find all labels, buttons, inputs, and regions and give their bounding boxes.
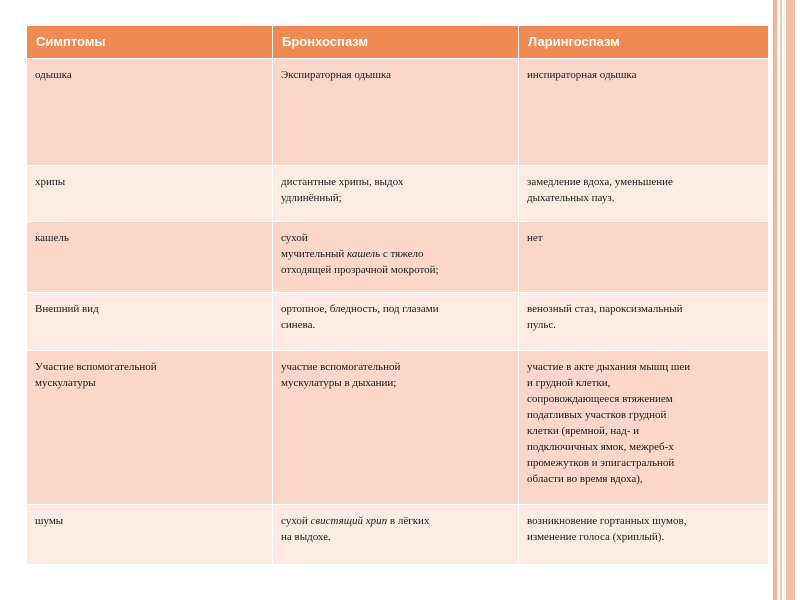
cell-line: на выдохе. (281, 531, 331, 543)
laryngospasm-cell: нет (519, 222, 769, 293)
cell-line: замедление вдоха, уменьшение (527, 176, 673, 188)
symptom-cell: кашель (27, 222, 273, 293)
symptom-cell (27, 351, 273, 505)
cell-line: пульс. (527, 319, 557, 331)
cell-line: сопровождающееся втяжением (527, 393, 673, 405)
decorative-stripe (780, 0, 782, 600)
cell-line: области во время вдоха), (527, 473, 643, 485)
table-row (27, 59, 769, 166)
symptom-cell: хрипы (27, 166, 273, 222)
cell-line: клетки (яремной, над- и (527, 425, 640, 437)
bronchospasm-cell (273, 505, 519, 565)
cell-line: дыхательных пауз. (527, 192, 615, 204)
cell-line: податливых участков грудной (527, 409, 667, 421)
italic-text: кашель (347, 248, 381, 260)
italic-text: свистящий хрип (310, 515, 388, 527)
laryngospasm-cell: инспираторная одышка (519, 59, 769, 166)
cell-line: мускулатуры в дыхании; (281, 377, 397, 389)
laryngospasm-cell (519, 166, 769, 222)
table-row (27, 293, 769, 351)
table-row (27, 351, 769, 505)
cell-line: ортопное, бледность, под глазами (281, 303, 439, 315)
text-segment: с тяжело (380, 248, 424, 260)
cell-line: возникновение гортанных шумов, (527, 515, 687, 527)
cell-line: мускулатуры (35, 377, 96, 389)
table-row (27, 222, 769, 293)
cell-line: Участие вспомогательной (35, 361, 157, 373)
cell-line: участие вспомогательной (281, 361, 401, 373)
laryngospasm-cell (519, 293, 769, 351)
symptom-cell: шумы (27, 505, 273, 565)
decorative-stripe (786, 0, 795, 600)
bronchospasm-cell (273, 166, 519, 222)
laryngospasm-cell (519, 505, 769, 565)
text-segment: в лёгких (387, 515, 430, 527)
laryngospasm-cell (519, 351, 769, 505)
header-symptoms: Симптомы (27, 26, 273, 59)
cell-line: венозный стаз, пароксизмальный (527, 303, 683, 315)
cell-line: дистантные хрипы, выдох (281, 176, 404, 188)
cell-line: промежутков и эпигастральной (527, 457, 675, 469)
cell-line: удлинённый; (281, 192, 342, 204)
text-segment: сухой (281, 515, 311, 527)
table-row (27, 166, 769, 222)
header-row (27, 26, 769, 59)
cell-line: и грудной клетки, (527, 377, 611, 389)
header-bronchospasm: Бронхоспазм (273, 26, 519, 59)
symptom-cell: одышка (27, 59, 273, 166)
cell-line: подключичных ямок, межреб-х (527, 441, 674, 453)
cell-line: участие в акте дыхания мышц шеи (527, 361, 691, 373)
bronchospasm-cell (273, 222, 519, 293)
header-laryngospasm: Ларингоспазм (519, 26, 769, 59)
symptom-cell: Внешний вид (27, 293, 273, 351)
bronchospasm-cell (273, 293, 519, 351)
bronchospasm-cell (273, 351, 519, 505)
cell-line (281, 246, 510, 262)
table-row (27, 505, 769, 565)
cell-line: изменение голоса (хриплый). (527, 531, 665, 543)
cell-line: сухой (281, 232, 308, 244)
cell-line: отходящей прозрачной мокротой; (281, 264, 439, 276)
decorative-stripe (773, 0, 777, 600)
bronchospasm-cell: Экспираторная одышка (273, 59, 519, 166)
text-segment: мучительный (281, 248, 347, 260)
cell-line (281, 513, 510, 529)
symptoms-comparison-table (27, 26, 769, 565)
cell-line: синева. (281, 319, 316, 331)
